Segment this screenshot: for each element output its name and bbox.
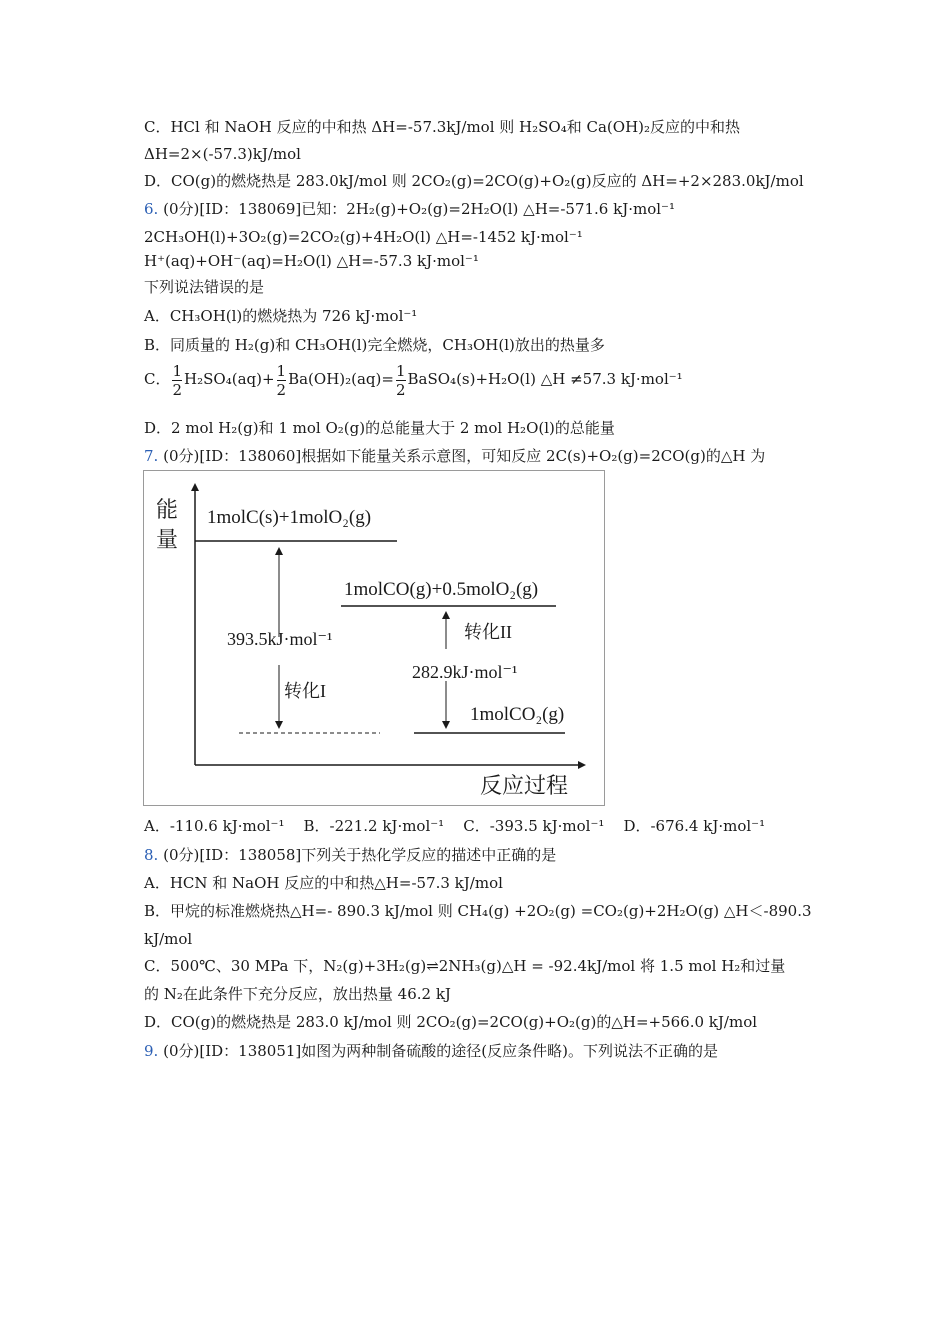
question-8-number: 8. [144,846,159,864]
question-8-option-c-line1: C．500℃、30 MPa 下，N₂(g)+3H₂(g)⇌2NH₃(g)△H = -92.4kJ/mol 将 1.5 mol H₂和过量 [144,957,786,975]
question-6-equation-2: 2CH₃OH(l)+3O₂(g)=2CO₂(g)+4H₂O(l) △H=-1452 kJ·mol⁻¹ [144,228,583,246]
question-7-number: 7. [144,447,159,465]
prev-option-d: D．CO(g)的燃烧热是 283.0kJ/mol 则 2CO₂(g)=2CO(g)+O₂(g)反应的 ΔH=+2×283.0kJ/mol [144,172,804,190]
fraction-numerator: 1 [276,361,287,380]
question-8-text: (0分)[ID：138058]下列关于热化学反应的描述中正确的是 [163,846,557,864]
level-bottom-label: 1molCO₂(g) [470,704,565,725]
energy-axis-label-2: 量 [156,527,179,552]
question-6-header [144,199,675,219]
fraction-half-2 [277,362,287,399]
fraction-half-3 [396,362,406,399]
question-9-header [144,1041,718,1061]
question-8-header [144,845,556,865]
prev-option-c-line1: C．HCl 和 NaOH 反应的中和热 ΔH=-57.3kJ/mol 则 H₂SO₄和 Ca(OH)₂反应的中和热 [144,118,741,136]
question-9-text: (0分)[ID：138051]如图为两种制备硫酸的途径(反应条件略)。下列说法不正确的是 [163,1042,718,1060]
energy-diagram-svg [144,471,604,805]
question-7-options: A．-110.6 kJ·mol⁻¹ B．-221.2 kJ·mol⁻¹ C．-393.5 kJ·mol⁻¹ D．-676.4 kJ·mol⁻¹ [144,817,766,835]
prev-option-c-line2: ΔH=2×(-57.3)kJ/mol [144,145,301,163]
option-c-part2: Ba(OH)₂(aq)= [288,370,394,388]
fraction-denominator: 2 [395,380,406,399]
question-7-header [144,446,765,466]
question-6-number: 6. [144,200,159,218]
energy-diagram [143,470,605,806]
question-6-equation-3: H⁺(aq)+OH⁻(aq)=H₂O(l) △H=-57.3 kJ·mol⁻¹ [144,252,479,270]
fraction-numerator: 1 [172,361,183,380]
fraction-numerator: 1 [395,361,406,380]
transform-2-label: 转化II [464,622,512,642]
question-6-option-d: D．2 mol H₂(g)和 1 mol O₂(g)的总能量大于 2 mol H₂O(l)的总能量 [144,419,615,437]
level-top-label: 1molC(s)+1molO₂(g) [207,507,372,528]
fraction-denominator: 2 [276,380,287,399]
question-8-option-d: D．CO(g)的燃烧热是 283.0 kJ/mol 则 2CO₂(g)=2CO(g)+O₂(g)的△H=+566.0 kJ/mol [144,1013,758,1031]
question-6-option-b: B．同质量的 H₂(g)和 CH₃OH(l)完全燃烧，CH₃OH(l)放出的热量多 [144,336,605,354]
option-c-part1: H₂SO₄(aq)+ [184,370,275,388]
question-8-option-a: A．HCN 和 NaOH 反应的中和热△H=-57.3 kJ/mol [144,874,503,892]
option-c-part3: BaSO₄(s)+H₂O(l) △H ≠57.3 kJ·mol⁻¹ [407,370,683,388]
question-9-number: 9. [144,1042,159,1060]
transform-1-label: 转化I [284,681,326,701]
question-7-text: (0分)[ID：138060]根据如下能量关系示意图，可知反应 2C(s)+O₂(g)=2CO(g)的△H 为 [163,447,766,465]
question-6-option-a: A．CH₃OH(l)的燃烧热为 726 kJ·mol⁻¹ [144,307,418,325]
option-c-label: C． [144,370,171,388]
question-6-text: (0分)[ID：138069]已知：2H₂(g)+O₂(g)=2H₂O(l) △H=-571.6 kJ·mol⁻¹ [163,200,675,218]
fraction-denominator: 2 [172,380,183,399]
question-8-option-b-line1: B．甲烷的标准燃烧热△H=- 890.3 kJ/mol 则 CH₄(g) +2O₂(g) =CO₂(g)+2H₂O(g) △H＜-890.3 [144,902,812,920]
energy-393-label: 393.5kJ·mol⁻¹ [227,629,333,649]
process-axis-label: 反应过程 [480,773,569,798]
energy-axis-label-1: 能 [156,497,179,522]
question-8-option-c-line2: 的 N₂在此条件下充分反应，放出热量 46.2 kJ [144,985,451,1003]
question-8-option-b-line2: kJ/mol [144,930,193,948]
energy-282-label: 282.9kJ·mol⁻¹ [412,662,518,682]
level-middle-label: 1molCO(g)+0.5molO₂(g) [344,579,539,600]
question-6-stem: 下列说法错误的是 [144,278,265,296]
fraction-half-1 [172,362,182,399]
question-6-option-c [144,360,683,399]
